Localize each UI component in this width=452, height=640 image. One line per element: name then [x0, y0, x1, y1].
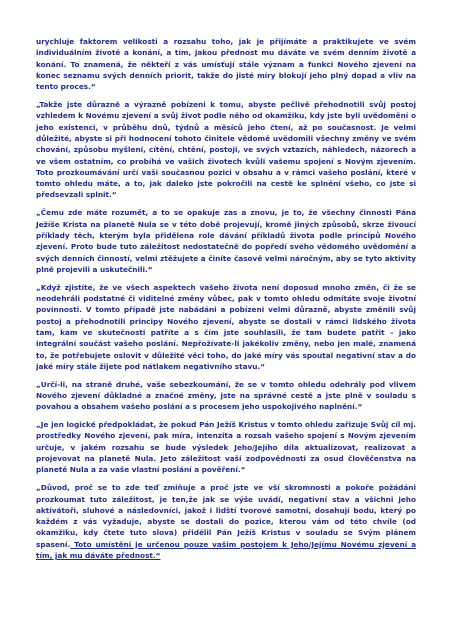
paragraph-5: [36, 379, 416, 413]
paragraph-6-text: „Je jen logické předpokládat, že pokud Pán Ježíš Kristus v tomto ohledu zařizuje Svůj cíl mj. prostředky Nového zjevení, pak míra, intenzita a rozsah vašeho spojení s Novým zjevením určuje, v jakém rozsahu se bude výsledek Jeho/Jejího díla aktualizovat, realizovat a projevovat na planetě Nula. Jeto záležitost vaší zodpovědnosti za osud člověčenstva na planetě Nula a za vaše vlastní poslání a pověření.“: [36, 420, 416, 475]
paragraph-3-text: „Čemu zde máte rozumět, a to se opakuje zas a znovu, je to, že všechny činnosti Pána Ježíše Krista na planetě Nula se v této době projevují, kromě jiných způsobů, skrze živoucí příklady těch, kterým byla přidělena role dávání příkladů života podle principů Nového zjevení. Proto bude tuto záležitost nedostatečně do popředí svého vědomého uvědomění a svých denních činností, velmi ztěžujete a činíte časově velmi náročným, aby se tyto aktivity plně projevili a uskutečnili.“: [36, 208, 416, 274]
paragraph-6: [36, 419, 416, 475]
paragraph-1-text: urychluje faktorem velikosti a rozsahu toho, jak je přijímáte a praktikujete ve svém individuálním životě a konání, a tím, jakou přednost mu dáváte ve svém denním životě a konání. To znamená, že někteří z vás umísťují stále význam a funkci Nového zjevení na konec seznamu svých denních priorit, takže do jisté míry blokují jeho plný dopad a vliv na tento proces.“: [36, 37, 416, 92]
paragraph-7-text: „Důvod, proč se to zde teď zmiňuje a proč jste ve vší skromnosti a pokoře požádáni prozkoumat tuto záležitost, je ten,že jak se výše uvádí, negativní stav a všichni jeho aktivátoři, sluhové a následovníci, jakož i lidští tvorové samotní, dosahují bodu, který po každém z vás vyžaduje, abyste se dostali do pozice, kterou vám od této chvíle (od okamžiku, kdy čtete tuto slova) přidělil Pán Ježíš Kristus v souladu se Svým plánem spasení.: [36, 483, 416, 549]
paragraph-7: [36, 482, 416, 561]
document-page: [36, 36, 416, 626]
paragraph-2: [36, 99, 416, 201]
paragraph-3: [36, 207, 416, 275]
paragraph-1: [36, 36, 416, 92]
paragraph-7-underlined-text: Toto umístění je určenou pouze vašim postojem k Jeho/Jejímu Novému zjevení a tím, jak mu dáváte přednost.“: [36, 539, 416, 561]
paragraph-4-text: „Když zjistíte, že ve všech aspektech vašeho života není doposud mnoho změn, či že se neodehráli podstatné či viditelné změny vůbec, pak v tomto ohledu odmítáte svoje životní povinnosti. V tomto případě jste nabádáni a pobízeni velmi důrazně, abyste změnili svůj postoj a přehodnotili principy Nového zjevení, abyste se dostali v rámci lidského života tam, kam ve skutečnosti patříte a s čím jste souhlasili, že tam budete patřit – jako integrální součást vašeho poslání. Nepřožívate-li jakékoliv změny, nebo jen malé, znamená to, že potřebujete oslovit v důležité věci toho, do jaké míry vás spoutal negativní stav a do jaké míry stále žijete pod nátlakem negativního stavu.“: [36, 282, 416, 371]
paragraph-4: [36, 282, 416, 372]
paragraph-2-text: „Takže jste důrazně a výrazně pobízeni k tomu, abyste pečlivě přehodnotili svůj postoj vzhledem k Novému zjevení a svůj život podle něho od okamžiku, kdy jste byli uvědomění o jeho existenci, v průběhu dnů, týdnů a měsíců jeho čtení, až po současnost. Je velmi důležité, abyste si při hodnocení tohoto činitele vědomě uvědomili všechny změny ve svém chování, způsobu myšlení, cítění, chtění, postoji, ve svých vztazích, náhledech, názorech a ve všem ostatním, co probíhá ve vašich životech kvůli vašemu spojení s Novým zjevením. Toto prozkoumávání určí vaši současnou pozici v obsahu a v rámci vašeho poslání, které v tomto ohledu máte, a to, jak daleko jste pokročili na cestě ke splnění všeho, co jste si předsevzali splnit.“: [36, 100, 416, 200]
paragraph-5-text: „Určí-li, na straně druhé, vaše sebezkoumání, že se v tomto ohledu odehrály pod vlivem Nového zjevení důkladné a značné změny, jste na správné cestě a jste plně v souladu s povahou a obsahem vašeho poslání a s procesem jeho uspokojivého naplnění.“: [36, 379, 416, 412]
